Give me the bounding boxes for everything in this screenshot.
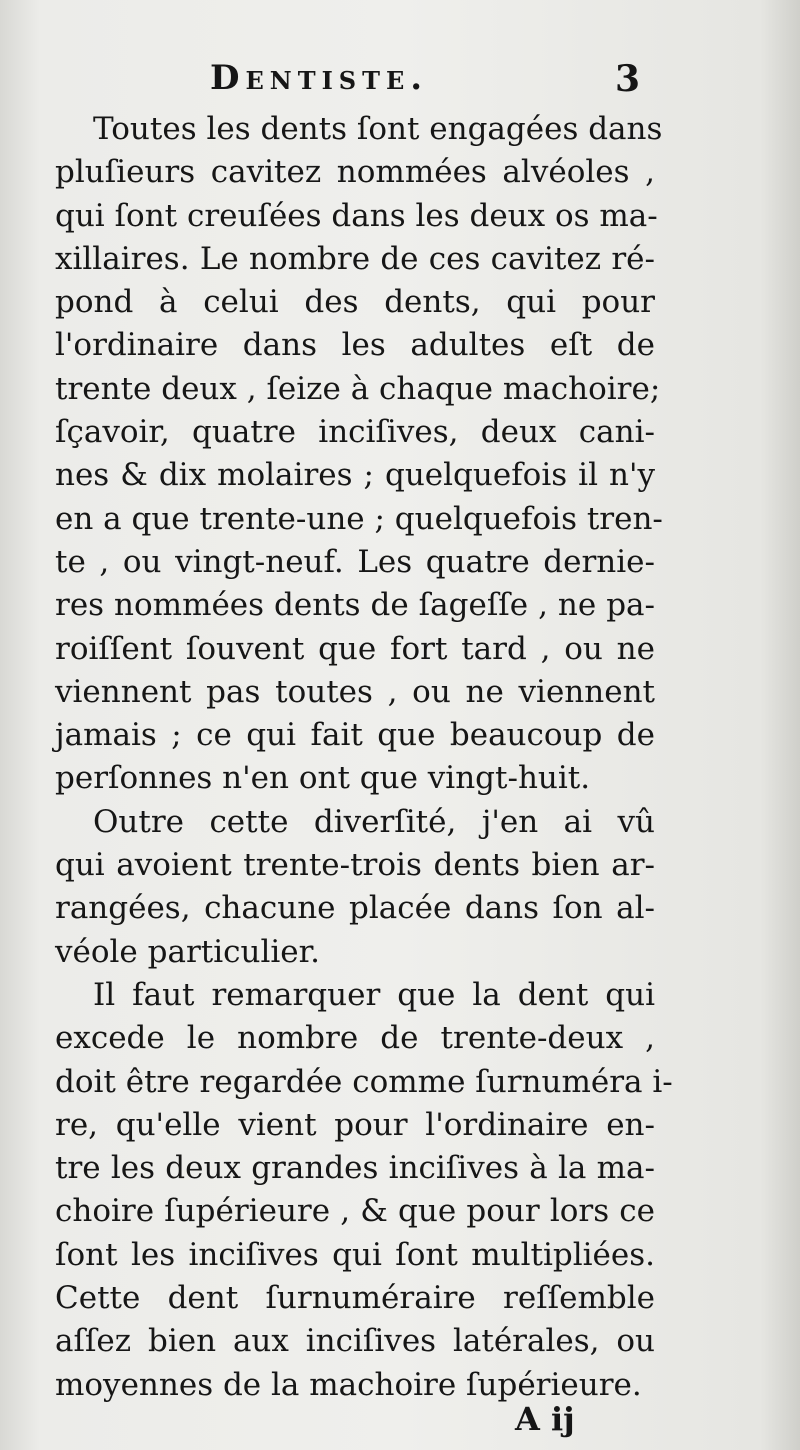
text-line: rangées, chacune placée dans ſon al- <box>55 890 655 927</box>
signature-mark: A ij <box>515 1400 575 1438</box>
text-line: tre les deux grandes inciſives à la ma- <box>55 1150 655 1187</box>
text-line: aſſez bien aux inciſives latérales, ou <box>55 1323 655 1360</box>
text-line: moyennes de la machoire ſupérieure. <box>55 1366 642 1403</box>
text-line: en a que trente-une ; quelquefois tren- <box>55 500 663 537</box>
page-number: 3 <box>614 58 640 100</box>
text-line: doit être regardée comme ſurnuméra i- <box>55 1063 673 1100</box>
text-line: trente deux , ſeize à chaque machoire; <box>55 370 661 407</box>
text-line: ſont les inciſives qui ſont multipliées. <box>55 1236 655 1273</box>
text-line: res nommées dents de ſageſſe , ne pa- <box>55 587 655 624</box>
text-line: jamais ; ce qui fait que beaucoup de <box>55 717 655 754</box>
text-line: Toutes les dents ſont engagées dans <box>93 111 663 147</box>
text-line: viennent pas toutes , ou ne viennent <box>55 673 655 710</box>
text-line: l'ordinaire dans les adultes eſt de <box>55 327 655 364</box>
text-line: véole particulier. <box>55 933 320 970</box>
text-line: nes & dix molaires ; quelquefois il n'y <box>55 457 655 494</box>
text-line: Outre cette diverſité, j'en ai vû <box>93 803 655 840</box>
text-line: Il faut remarquer que la dent qui <box>93 976 655 1013</box>
text-line: xillaires. Le nombre de ces cavitez ré- <box>55 240 655 277</box>
paragraph <box>55 974 673 1407</box>
text-line: choire ſupérieure , & que pour lors ce <box>55 1193 655 1230</box>
page-header <box>210 58 650 108</box>
text-line: qui avoient trente-trois dents bien ar- <box>55 847 655 884</box>
text-line: Cette dent ſurnuméraire reſſemble <box>55 1280 655 1317</box>
text-line: roiſſent ſouvent que fort tard , ou ne <box>55 630 655 667</box>
body-text <box>55 108 673 1407</box>
text-line: pluſieurs cavitez nommées alvéoles , <box>55 154 655 191</box>
text-line: ſçavoir, quatre inciſives, deux cani- <box>55 414 655 451</box>
text-line: pond à celui des dents, qui pour <box>55 284 655 321</box>
text-line: perſonnes n'en ont que vingt-huit. <box>55 760 591 797</box>
text-line: qui ſont creuſées dans les deux os ma- <box>55 197 658 234</box>
running-head: Dentiste. <box>210 58 429 98</box>
text-line: excede le nombre de trente-deux , <box>55 1020 655 1057</box>
text-line: re, qu'elle vient pour l'ordinaire en- <box>55 1106 655 1143</box>
paragraph <box>55 801 655 974</box>
text-line: te , ou vingt-neuf. Les quatre dernie- <box>55 543 655 580</box>
paragraph <box>55 108 663 801</box>
